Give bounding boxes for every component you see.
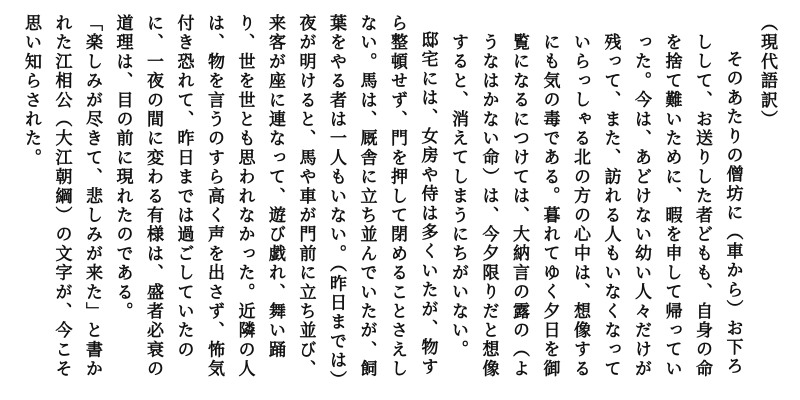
heading: （現代語訳）: [757, 14, 777, 130]
paragraph-3: 「楽しみが尽きて、悲しみが来た」と書かれた江相公（大江朝綱）の文字が、今こそ思い知らされた。: [21, 14, 102, 379]
paragraph-2: 邸宅には、女房や侍は多くいたが、物すら整頓せず、門を押して閉めることさえしない。馬は、厩舎に立ち並んでいたが、飼葉をやる者は一人もいない。（昨日までは）夜が明けると、馬や車が門前に立ち並び、来客が座に連なって、遊び戯れ、舞い踊り、世を世とも思われなかった。近隣の人は、物を言うのすら高く声を出さず、怖気付き恐れて、昨日までは過ごしていたのに、一夜の間に変わる有様は、盛者必衰の道理は、目の前に現れたのである。: [112, 14, 438, 390]
vertical-text-block: [16, 14, 783, 394]
paragraph-1: そのあたりの僧坊に（車から）お下ろしして、お送りした者どもも、自身の命を捨て難いために、暇を申して帰っていった。今は、あどけない幼い人々だけが残って、また、訪れる人もいなくなっていらっしゃる北の方の心中は、想像するにも気の毒である。暮れてゆく夕日を御覧になるにつけては、大納言の露の（ようなはかない命）は、今夕限りだと想像すると、消えてしまうにちがいない。: [448, 32, 743, 379]
